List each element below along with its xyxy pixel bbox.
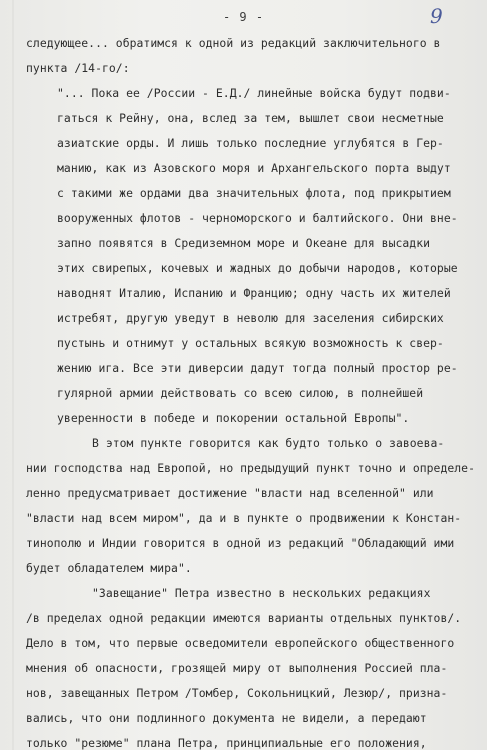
text-line: следующее... обратимся к одной из редакций заключительного в <box>26 36 441 50</box>
page-number: - 9 - <box>222 10 265 24</box>
text-line: жению ига. Все эти диверсии дадут тогда полный простор ре- <box>57 361 458 375</box>
text-line: гаться к Рейну, она, вслед за тем, вышлет свои несметные <box>57 111 444 125</box>
text-line: нии господства над Европой, но предыдущий пункт точно и определе- <box>26 461 476 475</box>
text-line: "... Пока ее /России - Е.Д./ линейные войска будут подви- <box>57 86 451 100</box>
handwritten-page-number: 9 <box>430 4 443 28</box>
text-line: пункта /14-го/: <box>26 61 130 75</box>
text-line: только "резюме" плана Петра, принципиальные его положения, <box>26 736 427 750</box>
text-line: ленно предусматривает достижение "власти над вселенной" или <box>26 486 434 500</box>
text-line: азиатские орды. И лишь только последние углубятся в Гер- <box>57 136 444 150</box>
text-line: гулярной армии действовать со всею силою, в полнейшей <box>57 386 424 400</box>
text-line: пустынь и отнимут у остальных всякую возможность к свер- <box>57 336 444 350</box>
text-line: вались, что они подлинного документа не видели, а передают <box>26 711 427 725</box>
text-line: вооруженных флотов - черноморского и балтийского. Они вне- <box>57 211 458 225</box>
text-line: нов, завещанных Петром /Томбер, Сокольницкий, Лезюр/, призна- <box>26 686 448 700</box>
text-line: /в пределах одной редакции имеются варианты отдельных пунктов/. <box>26 611 462 625</box>
text-line: запно появятся в Средиземном море и Океане для высадки <box>57 236 431 250</box>
text-line: тинополю и Индии говорится в одной из редакций "Обладающий ими <box>26 536 455 550</box>
text-line: истребят, другую уведут в неволю для заселения сибирских <box>57 311 444 325</box>
text-line: "власти над всем миром", да и в пункте о продвижении к Констан- <box>26 511 462 525</box>
text-line: этих свирепых, кочевых и жадных до добычи народов, которые <box>57 261 458 275</box>
text-line: Дело в том, что первые осведомители европейского общественного <box>26 636 455 650</box>
text-line: наводнят Италию, Испанию и Францию; одну часть их жителей <box>57 286 451 300</box>
text-line: мнения об опасности, грозящей миру от выполнения Россией пла- <box>26 661 448 675</box>
text-line: В этом пункте говорится как будто только о завоева- <box>92 436 445 450</box>
text-line: будет обладателем мира". <box>26 561 192 575</box>
text-line: манию, как из Азовского моря и Архангельского порта выдут <box>57 161 451 175</box>
text-line: "Завещание" Петра известно в нескольких редакциях <box>92 586 431 600</box>
page-shadow <box>12 0 14 750</box>
text-line: уверенности в победе и покорении остальной Европы". <box>57 411 410 425</box>
text-line: с такими же ордами два значительных флота, под прикрытием <box>57 186 451 200</box>
